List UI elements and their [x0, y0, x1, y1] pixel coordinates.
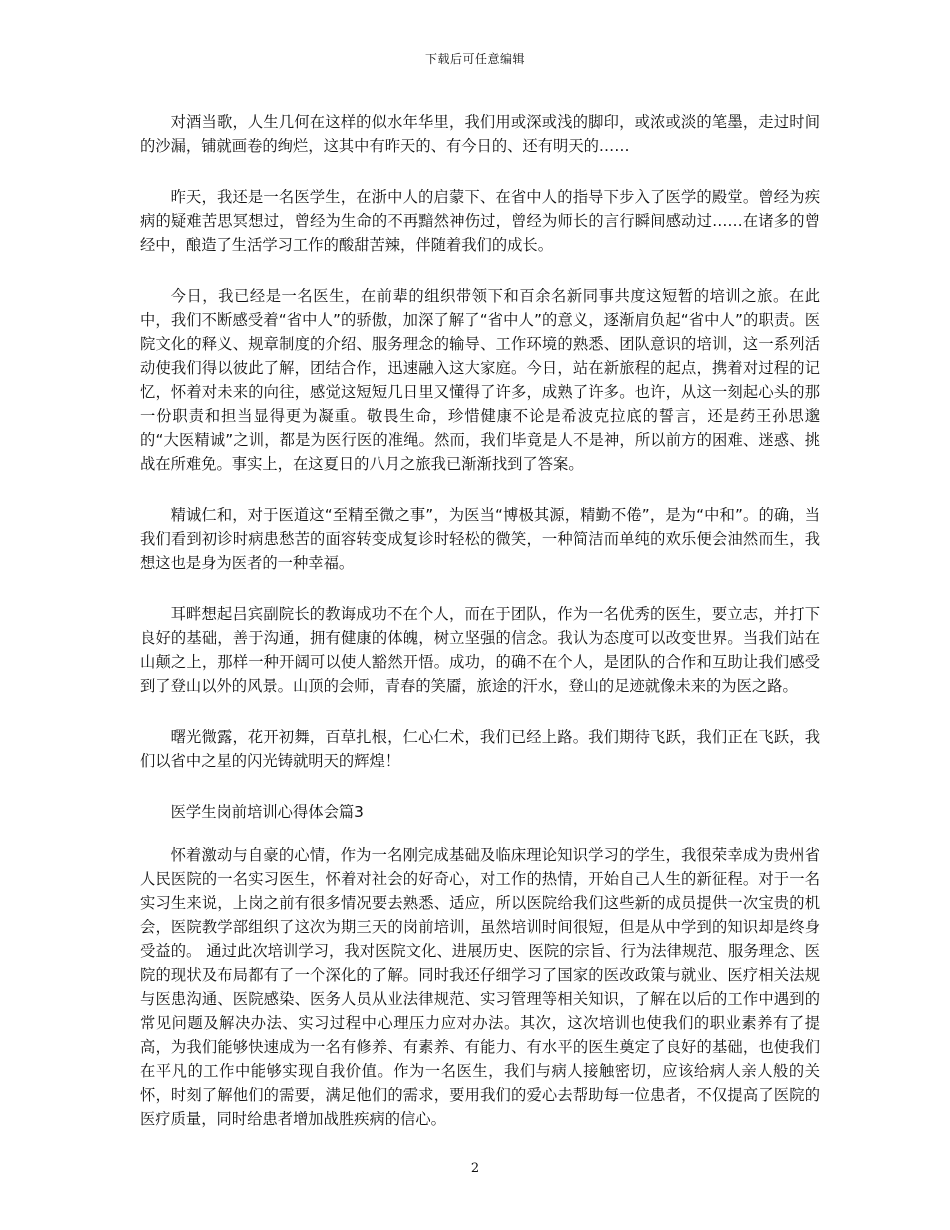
- paragraph-2: 昨天，我还是一名医学生，在浙中人的启蒙下、在省中人的指导下步入了医学的殿堂。曾经为疾病的疑难苦思冥想过，曾经为生命的不再黯然神伤过，曾经为师长的言行瞬间感动过……在诸多的曾经中，酿造了生活学习工作的酸甜苦辣，伴随着我们的成长。: [140, 188, 820, 254]
- page-number: 2: [470, 1161, 480, 1176]
- paragraph-5: 耳畔想起吕宾副院长的教诲成功不在个人，而在于团队，作为一名优秀的医生，要立志，并打下良好的基础，善于沟通，拥有健康的体魄，树立坚强的信念。我认为态度可以改变世界。当我们站在山颠之上，那样一种开阔可以使人豁然开悟。成功，的确不在个人，是团队的合作和互助让我们感受到了登山以外的风景。山顶的会师，青春的笑靥，旅途的汗水，登山的足迹就像未来的为医之路。: [140, 605, 820, 695]
- paragraph-1: 对酒当歌，人生几何在这样的似水年华里，我们用或深或浅的脚印，或浓或淡的笔墨，走过时间的沙漏，铺就画卷的绚烂，这其中有昨天的、有今日的、还有明天的……: [140, 113, 820, 155]
- paragraph-6: 曙光微露，花开初舞，百草扎根，仁心仁术，我们已经上路。我们期待飞跃，我们正在飞跃，我们以省中之星的闪光铸就明天的辉煌！: [140, 728, 820, 770]
- page-header-note: 下载后可任意编辑: [424, 52, 525, 66]
- section-heading: 医学生岗前培训心得体会篇3: [170, 803, 364, 821]
- paragraph-7: 怀着激动与自豪的心情，作为一名刚完成基础及临床理论知识学习的学生，我很荣幸成为贵州省人民医院的一名实习医生，怀着对社会的好奇心，对工作的热情，开始自己人生的新征程。对于一名实习生来说，上岗之前有很多情况要去熟悉、适应，所以医院给我们这些新的成员提供一次宝贵的机会，医院教学部组织了这次为期三天的岗前培训，虽然培训时间很短，但是从中学到的知识却是终身受益的。 通过此次培训学习，我对医院文化、进展历史、医院的宗旨、行为法律规范、服务理念、医院的现状及布局都有了一个深化的了解。同时我还仔细学习了国家的医改政策与就业、医疗相关法规与医患沟通、医院感染、医务人员从业法律规范、实习管理等相关知识，了解在以后的工作中遇到的常见问题及解决办法、实习过程中心理压力应对办法。其次，这次培训也使我们的职业素养有了提高，为我们能够快速成为一名有修养、有素养、有能力、有水平的医生奠定了良好的基础，也使我们在平凡的工作中能够实现自我价值。作为一名医生，我们与病人接触密切，应该给病人亲人般的关怀，时刻了解他们的需要，满足他们的需求，要用我们的爱心去帮助每一位患者，不仅提高了医院的医疗质量，同时给患者增加战胜疾病的信心。: [140, 846, 820, 1128]
- document-body: [140, 110, 820, 1158]
- paragraph-3: 今日，我已经是一名医生，在前辈的组织带领下和百余名新同事共度这短暂的培训之旅。在此中，我们不断感受着“省中人”的骄傲，加深了解了“省中人”的意义，逐渐肩负起“省中人”的职责。医院文化的释义、规章制度的介绍、服务理念的输导、工作环境的熟悉、团队意识的培训，这一系列活动使我们得以彼此了解，团结合作，迅速融入这大家庭。今日，站在新旅程的起点，携着对过程的记忆，怀着对未来的向往，感觉这短短几日里又懂得了许多，成熟了许多。也许，从这一刻起心头的那一份职责和担当显得更为凝重。敬畏生命，珍惜健康不论是希波克拉底的誓言，还是药王孙思邈的“大医精诚”之训，都是为医行医的准绳。然而，我们毕竟是人不是神，所以前方的困难、迷惑、挑战在所难免。事实上，在这夏日的八月之旅我已渐渐找到了答案。: [140, 287, 820, 473]
- paragraph-4: 精诚仁和，对于医道这“至精至微之事”，为医当“博极其源，精勤不倦”，是为“中和”。的确，当我们看到初诊时病患愁苦的面容转变成复诊时轻松的微笑，一种简洁而单纯的欢乐便会油然而生，我想这也是身为医者的一种幸福。: [140, 506, 820, 572]
